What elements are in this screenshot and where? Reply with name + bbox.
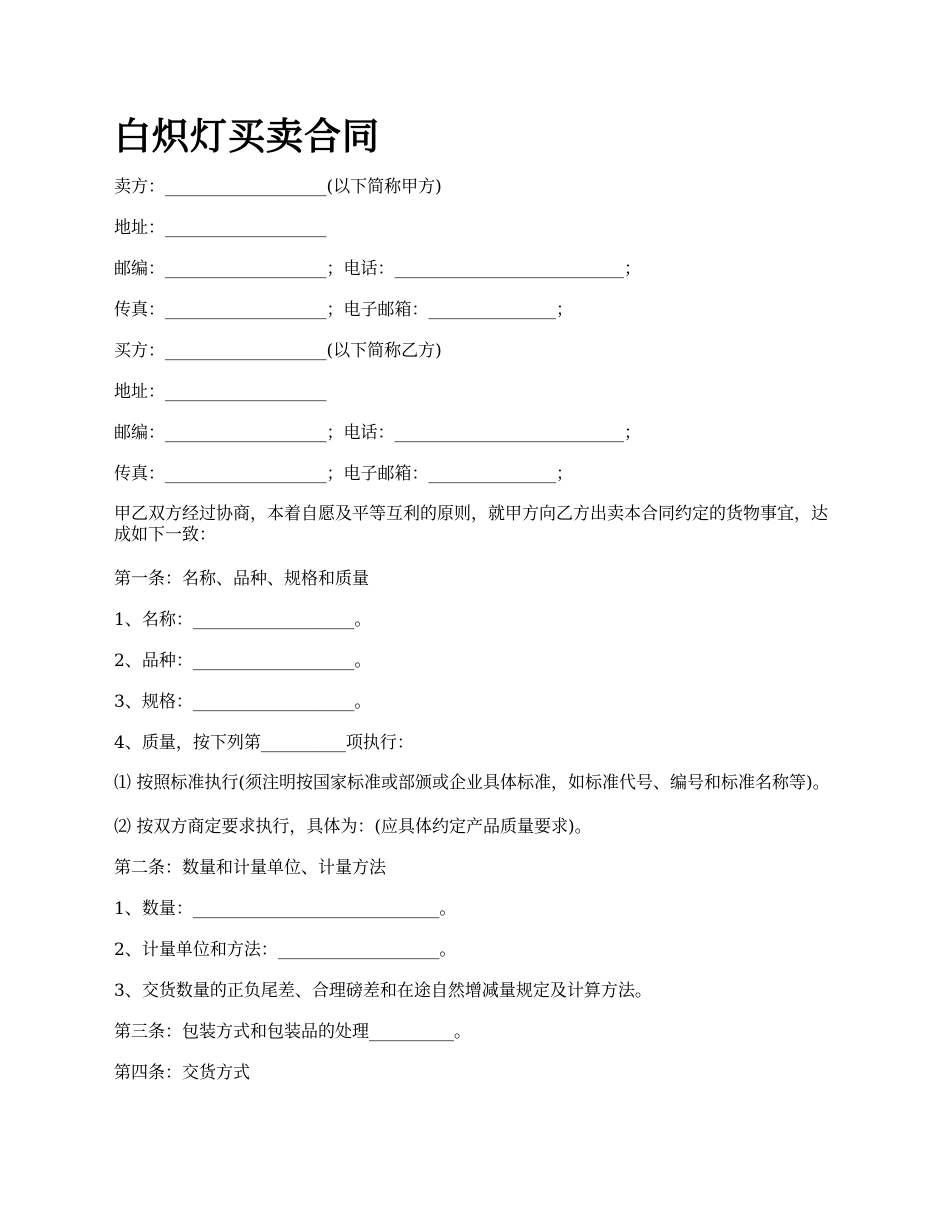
article-2-item-tolerance: 3、交货数量的正负尾差、合理磅差和在途自然增减量规定及计算方法。 bbox=[114, 981, 652, 1001]
article-2-heading: 第二条：数量和计量单位、计量方法 bbox=[114, 858, 386, 878]
preamble-paragraph: 甲乙双方经过协商，本着自愿及平等互利的原则，就甲方向乙方出卖本合同约定的货物事宜，达成如下一致： bbox=[114, 504, 828, 545]
seller-line: 卖方：___________________(以下简称甲方) bbox=[114, 177, 442, 197]
article-1-item-variety: 2、品种：___________________。 bbox=[114, 651, 372, 671]
seller-postcode-phone-line: 邮编：___________________；电话：___________________________； bbox=[114, 259, 641, 279]
article-1-heading: 第一条：名称、品种、规格和质量 bbox=[114, 569, 369, 589]
contract-page bbox=[114, 108, 840, 1103]
buyer-address-line: 地址：___________________ bbox=[114, 382, 327, 402]
article-1-item-name: 1、名称：___________________。 bbox=[114, 610, 372, 630]
quality-option-1: ⑴ 按照标准执行(须注明按国家标准或部颁或企业具体标准，如标准代号、编号和标准名称等)。 bbox=[114, 773, 830, 793]
article-1-item-spec: 3、规格：___________________。 bbox=[114, 692, 372, 712]
article-4-heading: 第四条：交货方式 bbox=[114, 1063, 250, 1083]
seller-address-line: 地址：___________________ bbox=[114, 218, 327, 238]
article-2-item-quantity: 1、数量：_____________________________。 bbox=[114, 899, 457, 919]
contract-title: 白炽灯买卖合同 bbox=[114, 114, 380, 158]
article-1-item-quality: 4、质量，按下列第__________项执行： bbox=[114, 733, 414, 753]
article-2-item-unit-method: 2、计量单位和方法：___________________。 bbox=[114, 940, 457, 960]
seller-fax-email-line: 传真：___________________；电子邮箱：_______________； bbox=[114, 300, 573, 320]
buyer-postcode-phone-line: 邮编：___________________；电话：___________________________； bbox=[114, 423, 641, 443]
buyer-fax-email-line: 传真：___________________；电子邮箱：_______________； bbox=[114, 464, 573, 484]
buyer-line: 买方：___________________(以下简称乙方) bbox=[114, 341, 442, 361]
article-3-heading: 第三条：包装方式和包装品的处理__________。 bbox=[114, 1022, 471, 1042]
quality-option-2: ⑵ 按双方商定要求执行，具体为：(应具体约定产品质量要求)。 bbox=[114, 817, 592, 837]
